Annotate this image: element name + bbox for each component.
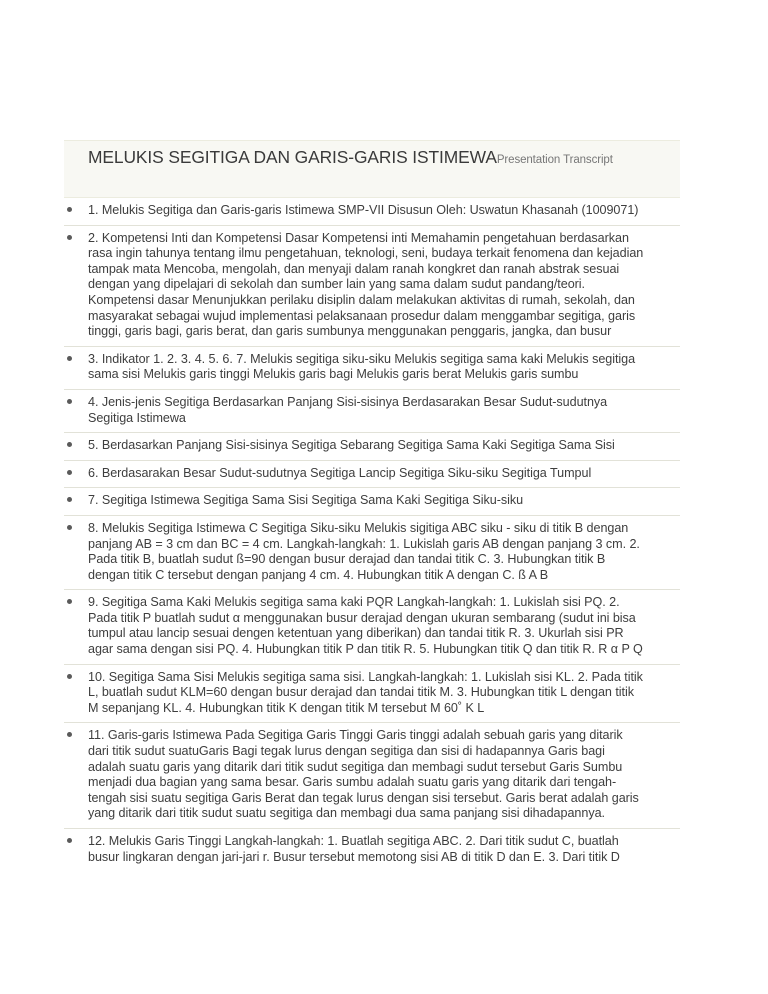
page-title-text: MELUKIS SEGITIGA DAN GARIS-GARIS ISTIMEWA bbox=[88, 147, 497, 167]
transcript-header bbox=[64, 140, 680, 198]
transcript-item bbox=[64, 665, 680, 724]
presentation-transcript-label: Presentation Transcript bbox=[496, 154, 613, 166]
transcript-item-text: 5. Berdasarkan Panjang Sisi-sisinya Segitiga Sebarang Segitiga Sama Kaki Segitiga Sama Sisi bbox=[88, 438, 615, 453]
transcript-item-text: 3. Indikator 1. 2. 3. 4. 5. 6. 7. Melukis segitiga siku-siku Melukis segitiga sama kaki Melukis segitiga sama sisi Melukis garis tinggi Melukis garis bagi Melukis garis berat Melukis garis sumbu bbox=[88, 351, 636, 382]
transcript-item-text: 10. Segitiga Sama Sisi Melukis segitiga sama sisi. Langkah-langkah: 1. Lukislah sisi KL. 2. Pada titik L, buatlah sudut KLM=60 dengan busur derajad dan tandai titik M. 3. Hubungkan titik L dengan titik M sepanjang KL. 4. Hubungkan titik K dengan titik M tersebut M 60˚ K L bbox=[88, 669, 643, 715]
transcript-item bbox=[64, 390, 680, 433]
transcript-item-text: 4. Jenis-jenis Segitiga Berdasarkan Panjang Sisi-sisinya Berdasarakan Besar Sudut-sudutnya Segitiga Istimewa bbox=[88, 394, 608, 425]
transcript-item-text: 7. Segitiga Istimewa Segitiga Sama Sisi Segitiga Sama Kaki Segitiga Siku-siku bbox=[88, 493, 524, 508]
transcript-item bbox=[64, 590, 680, 664]
transcript-item bbox=[64, 347, 680, 390]
bullet-icon bbox=[67, 497, 72, 502]
page-title bbox=[88, 147, 613, 167]
bullet-icon bbox=[67, 525, 72, 530]
transcript-item bbox=[64, 226, 680, 347]
transcript-list bbox=[64, 198, 680, 871]
bullet-icon bbox=[67, 732, 72, 737]
transcript-page bbox=[64, 140, 680, 871]
bullet-icon bbox=[67, 207, 72, 212]
bullet-icon bbox=[67, 235, 72, 240]
transcript-item bbox=[64, 723, 680, 829]
transcript-item-text: 8. Melukis Segitiga Istimewa C Segitiga Siku-siku Melukis sigitiga ABC siku - siku di titik B dengan panjang AB = 3 cm dan BC = 4 cm. Langkah-langkah: 1. Lukislah garis AB dengan panjang 3 cm. 2. Pada titik B, buatlah sudut ß=90 dengan busur derajad dan tandai titik C. 3. Hubungkan titik B dengan titik C tersebut dengan panjang 4 cm. 4. Hubungkan titik A dengan C. ß A B bbox=[88, 520, 640, 582]
transcript-item bbox=[64, 433, 680, 461]
transcript-item bbox=[64, 488, 680, 516]
transcript-item bbox=[64, 516, 680, 590]
transcript-item-text: 1. Melukis Segitiga dan Garis-garis Istimewa SMP-VII Disusun Oleh: Uswatun Khasanah (1009071) bbox=[88, 203, 639, 217]
bullet-icon bbox=[67, 838, 72, 843]
transcript-item bbox=[64, 198, 680, 226]
transcript-item bbox=[64, 461, 680, 489]
transcript-item bbox=[64, 829, 680, 871]
bullet-icon bbox=[67, 399, 72, 404]
bullet-icon bbox=[67, 442, 72, 447]
transcript-item-text: 12. Melukis Garis Tinggi Langkah-langkah: 1. Buatlah segitiga ABC. 2. Dari titik sudut C, buatlah busur lingkaran dengan jari-jari r. Busur tersebut memotong sisi AB di titik D dan E. 3. Dari titik D bbox=[88, 834, 620, 864]
bullet-icon bbox=[67, 674, 72, 679]
bullet-icon bbox=[67, 356, 72, 361]
transcript-item-text: 6. Berdasarakan Besar Sudut-sudutnya Segitiga Lancip Segitiga Siku-siku Segitiga Tumpul bbox=[88, 465, 592, 480]
transcript-item-text: 9. Segitiga Sama Kaki Melukis segitiga sama kaki PQR Langkah-langkah: 1. Lukislah sisi PQ. 2. Pada titik P buatlah sudut α menggunakan busur derajad dengan ukuran sembarang (sudut ini bisa tumpul atau lancip sesuai dengen ketentuan yang diberikan) dan tandai titik R. 3. Ukurlah sisi PR agar sama dengan sisi PQ. 4. Hubungkan titik P dan titik R. 5. Hubungkan titik Q dan titik R. R α P Q bbox=[88, 595, 643, 657]
bullet-icon bbox=[67, 470, 72, 475]
transcript-item-text: 2. Kompetensi Inti dan Kompetensi Dasar Kompetensi inti Memahamin pengetahuan berdasarkan rasa ingin tahunya tentang ilmu pengetahuan, teknologi, seni, budaya terkait fenomena dan kejadian tampak mata Mencoba, mengolah, dan menyaji dalam ranah kongkret dan ranah abstrak sesuai dengan yang dipelajari di sekolah dan sumber lain yang sama dalam sudut pandang/teori. Kompetensi dasar Menunjukkan perilaku disiplin dalam melakukan aktivitas di rumah, sekolah, dan masyarakat sebagai wujud implementasi pelaksanaan prosedur dalam menggambar segitiga, garis tinggi, garis bagi, garis berat, dan garis sumbunya menggunakan penggaris, jangka, dan busur bbox=[88, 230, 644, 339]
bullet-icon bbox=[67, 599, 72, 604]
transcript-item-text: 11. Garis-garis Istimewa Pada Segitiga Garis Tinggi Garis tinggi adalah sebuah garis yang ditarik dari titik sudut suatuGaris Bagi tegak lurus dengan segitiga dan sisi di hadapannya Garis bagi adalah suatu garis yang ditarik dari titik sudut segitiga dan membagi sudut tersebut Garis Sumbu menjadi dua bagian yang sama besar. Garis sumbu adalah suatu garis yang ditarik dari tengah- tengah sisi suatu segitiga Garis Berat dan tegak lurus dengan sisi tersebut. Garis berat adalah garis yang ditarik dari titik sudut suatu segitiga dan membagi dua sama panjang sisi dihadapannya. bbox=[88, 728, 639, 821]
